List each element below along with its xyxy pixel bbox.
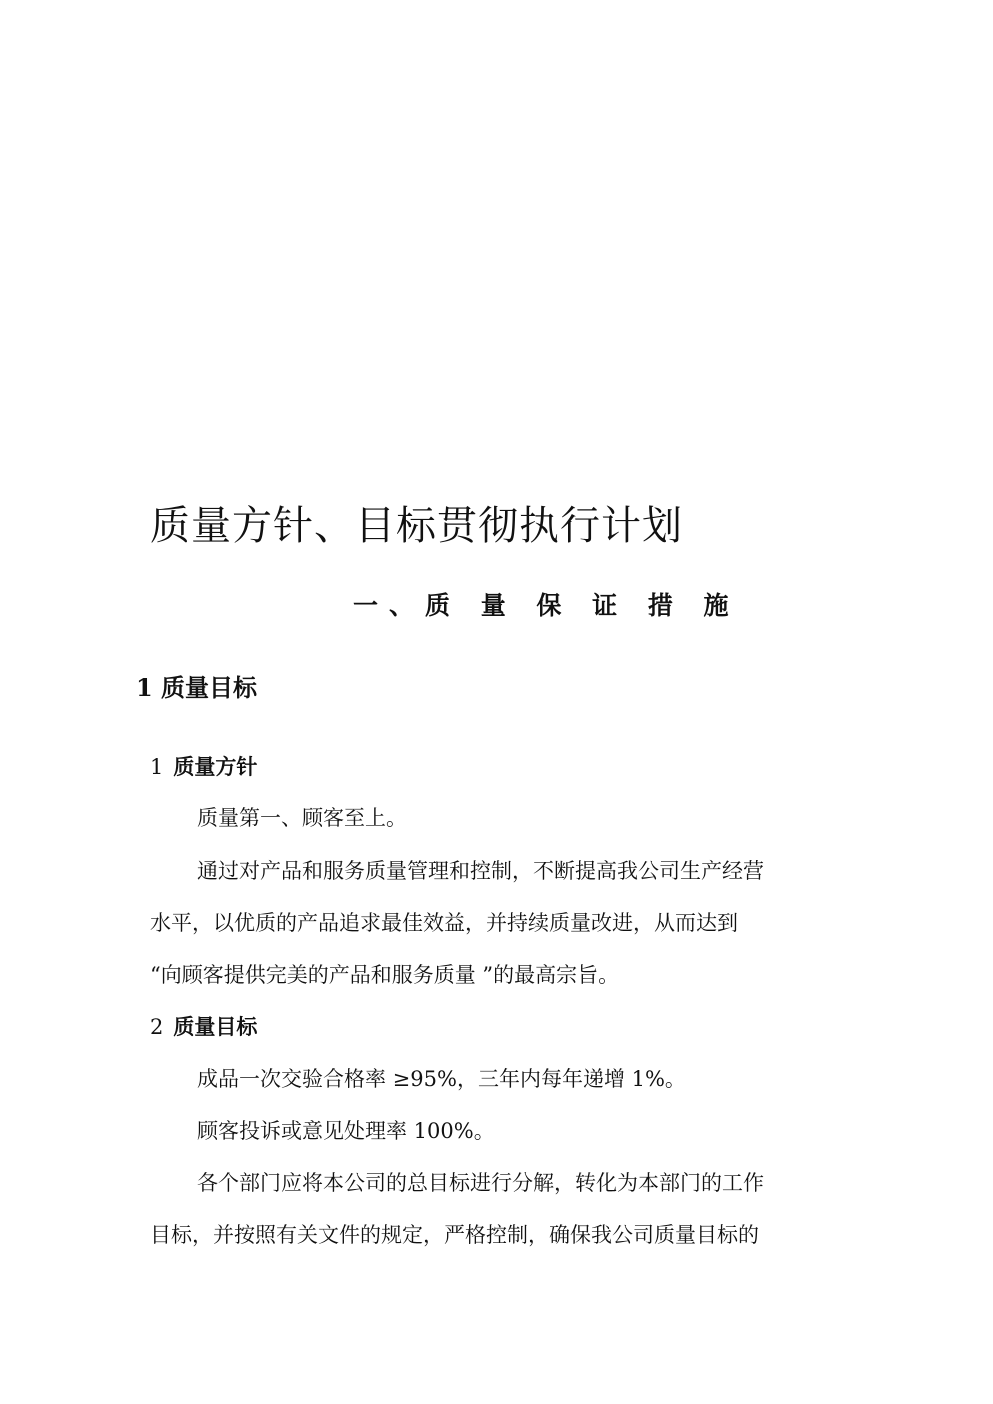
subsection-number: 1 (150, 755, 164, 779)
subsection-heading-policy (150, 752, 257, 782)
goal-pass-rate: 成品一次交验合格率 ≥95%，三年内每年递增 1%。 (197, 1067, 686, 1091)
policy-paragraph-line: 水平，以优质的产品追求最佳效益，并持续质量改进，从而达到 (150, 911, 738, 935)
subsection-heading-goals (150, 1012, 257, 1042)
goal-complaint-rate: 顾客投诉或意见处理率 100%。 (197, 1119, 495, 1143)
section-title: 一、质 量 保 证 措 施 (353, 591, 740, 620)
subsection-title: 质量目标 (173, 1014, 258, 1039)
goal-paragraph-line: 各个部门应将本公司的总目标进行分解，转化为本部门的工作 (197, 1171, 764, 1195)
goal-paragraph-line: 目标，并按照有关文件的规定，严格控制，确保我公司质量目标的 (150, 1223, 759, 1247)
chapter-heading: 1 质量目标 (136, 673, 258, 702)
policy-paragraph-line: 通过对产品和服务质量管理和控制，不断提高我公司生产经营 (197, 859, 764, 883)
policy-statement: 质量第一、顾客至上。 (197, 806, 407, 830)
document-title: 质量方针、目标贯彻执行计划 (150, 503, 683, 549)
subsection-title: 质量方针 (173, 754, 258, 779)
subsection-number: 2 (150, 1015, 164, 1039)
policy-paragraph-line: “向顾客提供完美的产品和服务质量 ”的最高宗旨。 (150, 963, 620, 987)
